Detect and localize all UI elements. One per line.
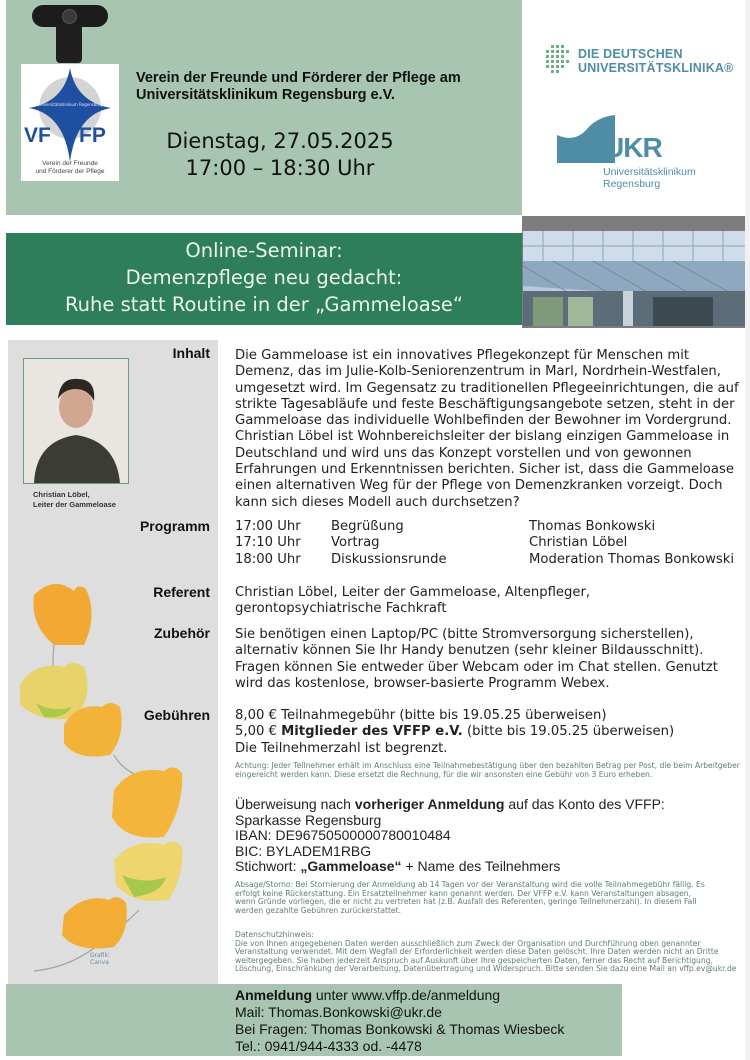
speaker-caption-line2: Leiter der Gammeloase <box>33 500 116 509</box>
payment-details <box>235 797 745 875</box>
vffp-logo <box>21 64 119 181</box>
label-programm: Programm <box>139 518 210 534</box>
programm-time: 18:00 Uhr <box>235 551 301 567</box>
iban: IBAN: DE96750500000780010484 <box>235 827 451 843</box>
graphic-credit <box>90 952 110 966</box>
webcam-mount-icon <box>56 25 82 63</box>
zubehoer-text: Sie benötigen einen Laptop/PC (bitte Stromversorgung sicherstellen), alternativ können Sie Ihr Handy benutzen (sehr kleiner Bildausschnitt). Fragen können Sie entweder über Webcam oder im Chat stellen. Genutzt wird das kostenlose, browser-basierte Programm Webex. <box>235 627 718 691</box>
programm-row <box>235 535 745 551</box>
speaker-photo <box>23 358 129 484</box>
event-date: Dienstag, 27.05.2025 <box>166 129 394 153</box>
cancellation-policy: Absage/Storno: Bei Stornierung der Anmeldung ab 14 Tagen vor der Veranstaltung wird die volle Teilnahmegebühr fällig. Es erfolgt keine Rückerstattung. Ein Ersatzteilnehmer kann genannt werden. Der VFFP e.V. kann Veranstaltungen absagen, wenn Gründe vorliegen, die er nicht zu vertreten hat (z.B. Ausfall des Referenten, geringe Teilnehmerzahl). In diesem Fall werden gezahlte Gebühren zurückerstattet. <box>235 880 705 915</box>
keyword-suffix: + Name des Teilnehmers <box>401 858 561 874</box>
bank-name: Sparkasse Regensburg <box>235 811 382 828</box>
label-inhalt: Inhalt <box>172 345 210 361</box>
fee-regular: 8,00 € Teilnahmegebühr (bitte bis 19.05.25 überweisen) <box>235 708 607 723</box>
keyword-prefix: Stichwort: <box>235 858 301 874</box>
payment-keyword <box>235 859 745 875</box>
fee-member <box>235 724 745 740</box>
referent-text <box>235 585 745 618</box>
programm-item: Begrüßung <box>331 519 404 534</box>
ukr-logo-text: UKR <box>604 132 662 163</box>
programm-item: Vortrag <box>331 535 380 551</box>
referent-line1: Christian Löbel, Leiter der Gammeloase, Altenpfleger, <box>235 585 591 600</box>
contact-phone: Tel.: 0941/944-4333 od. -4478 <box>235 1038 422 1054</box>
programm-item: Diskussionsrunde <box>331 551 447 567</box>
fee-member-amount: 5,00 € <box>235 724 282 740</box>
logo-caption-line1: Verein der Freunde <box>42 160 98 167</box>
label-zubehoer: Zubehör <box>154 625 210 641</box>
privacy-title: Datenschutzhinweis: <box>235 930 314 939</box>
org-line1: Verein der Freunde und Förderer der Pflege am <box>136 70 461 86</box>
programm-time: 17:10 Uhr <box>235 535 301 551</box>
inhalt-text: Die Gammeloase ist ein innovatives Pflegekonzept für Menschen mit Demenz, das im Julie-Kolb-Seniorenzentrum in Marl, Nordrhein-Westfalen, umgesetzt wird. Im Gegensatz zu traditionellen Pflegeeinrichtungen, die auf strikte Tagesabläufe und feste Beschäftigungsangebote setzen, steht in der Gammeloase das individuelle Wohlbefinden der Bewohner im Vordergrund. Christian Löbel ist Wohnbereichsleiter der bislang einzigen Gammeloase in Deutschland und wird uns das Konzept vorstellen und von gewonnen Erfahrungen und Erkenntnissen berichten. Sicher ist, dass die Gammeloase einen alternativen Weg für der Pflege von Demenzkranken vorzeigt. Doch kann sich dieses Modell auch durchsetzen? <box>235 348 739 510</box>
contact-email[interactable]: Mail: Thomas.Bonkowski@ukr.de <box>235 1004 442 1020</box>
organization-name <box>136 70 516 104</box>
programm-person: Thomas Bonkowski <box>529 519 656 534</box>
ukr-logo-subtitle <box>603 166 696 190</box>
dud-logo-icon <box>545 44 571 78</box>
webcam-lens-icon <box>62 9 77 24</box>
dud-logo-text <box>578 47 734 75</box>
dud-line1: DIE DEUTSCHEN <box>578 47 683 61</box>
logo-abbr-left: VF <box>24 124 51 147</box>
speaker-caption-line1: Christian Löbel, <box>33 490 90 499</box>
seminar-title-line3: Ruhe statt Routine in der „Gammeloase“ <box>65 293 463 316</box>
logo-caption-line2: und Förderer der Pflege <box>35 168 105 175</box>
confirmation-note: Achtung: Jeder Teilnehmer erhält im Anschluss eine Teilnahmebestätigung über den bezahlten Betrag per Post, die beim Arbeitgeber eingereicht werden kann. Diese ersetzt die Rechnung, für die wir ansonsten eine Gebühr von 3 Euro erheben. <box>235 761 740 779</box>
building-photo <box>523 231 745 326</box>
registration-info <box>235 987 564 1055</box>
label-referent: Referent <box>153 584 210 600</box>
programm-time: 17:00 Uhr <box>235 519 301 534</box>
ukr-sub2: Regensburg <box>603 178 661 190</box>
privacy-text: Die von Ihnen angegebenen Daten werden ausschließlich zum Zweck der Organisation und Durchführung oben genannter Veranstaltung verwendet. Mit dem Wegfall der Erforderlichkeit werden diese Daten gelöscht. Ihre Daten werden nicht an Dritte weitergegeben. Sie haben jederzeit Anspruch auf Auskunft über Ihre gespeicherten Daten, ferner das Recht auf Berichtigung, Löschung, Einschränkung der Verarbeitung, Datenübertragung und Widerspruch. Bitte senden Sie dazu eine Mail an vffp.ev@ukr.de <box>235 938 737 974</box>
gebuehren-text <box>235 708 745 757</box>
programm-row <box>235 519 745 535</box>
contact-persons: Bei Fragen: Thomas Bonkowski & Thomas Wiesbeck <box>235 1021 565 1037</box>
fee-member-deadline: (bitte bis 19.05.25 überweisen) <box>462 724 675 740</box>
programm-row <box>235 552 745 568</box>
label-gebuehren: Gebühren <box>143 707 210 723</box>
payment-intro-suffix: auf das Konto des VFFP: <box>504 796 665 812</box>
seminar-title-line1: Online-Seminar: <box>185 239 343 262</box>
logo-caption <box>21 160 119 176</box>
seminar-title-line2: Demenzpflege neu gedacht: <box>125 266 403 289</box>
registration-url: unter www.vffp.de/anmeldung <box>312 987 501 1003</box>
graphic-credit-line2: Canva <box>90 959 109 966</box>
registration-label: Anmeldung <box>235 987 312 1003</box>
referent-line2: gerontopsychiatrische Fachkraft <box>235 601 447 617</box>
seminar-title <box>6 237 522 318</box>
org-line2: Universitätsklinikum Regensburg e.V. <box>136 87 395 103</box>
programm-person: Moderation Thomas Bonkowski <box>529 551 735 567</box>
registration-link[interactable] <box>235 987 564 1004</box>
event-time: 17:00 – 18:30 Uhr <box>185 156 375 180</box>
fee-member-label: Mitglieder des VFFP e.V. <box>281 724 463 740</box>
logo-star-text: Universitätsklinikum Regensburg <box>37 102 103 107</box>
graphic-credit-line1: Grafik: <box>90 952 111 959</box>
programm-person: Christian Löbel <box>529 535 628 551</box>
logo-abbr-right: FP <box>79 124 106 147</box>
programm-table <box>235 519 745 568</box>
ukr-sub1: Universitätsklinikum <box>603 166 696 178</box>
event-datetime <box>150 128 410 182</box>
keyword-value: „Gammeloase“ <box>300 858 402 874</box>
dud-line2: UNIVERSITÄTSKLINIKA® <box>578 61 734 75</box>
payment-intro-bold: vorheriger Anmeldung <box>354 796 505 812</box>
speaker-caption <box>33 490 116 510</box>
bic: BIC: BYLADEM1RBG <box>235 842 372 859</box>
payment-intro <box>235 797 745 813</box>
privacy-notice <box>235 931 745 974</box>
participant-limit: Die Teilnehmerzahl ist begrenzt. <box>235 740 448 756</box>
payment-intro-prefix: Überweisung nach <box>235 796 355 812</box>
page-edge <box>745 0 750 1060</box>
